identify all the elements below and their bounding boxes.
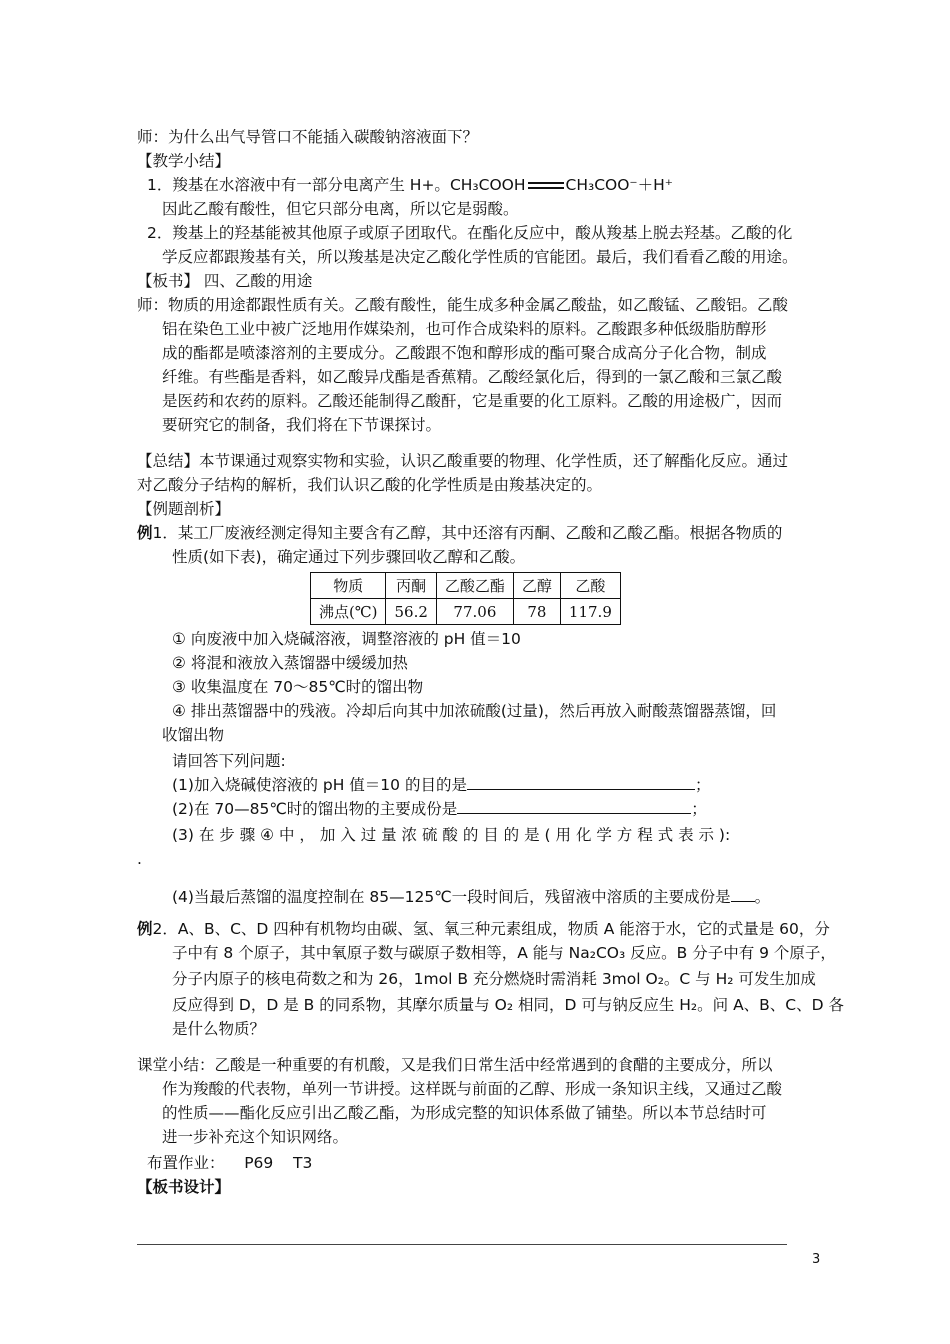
- boiling-point-table: [310, 572, 621, 625]
- example-2: [137, 918, 830, 940]
- table-cell: 乙醇: [513, 573, 560, 599]
- examples-heading: 【例题剖析】: [137, 500, 231, 518]
- table-header-row: [311, 573, 621, 599]
- equilibrium-arrow-icon: [528, 181, 564, 191]
- teacher-uses-3: 成的酯都是喷漆溶剂的主要成分。乙酸跟不饱和醇形成的酯可聚合成高分子化合物，制成: [162, 344, 767, 362]
- summary-point-2: 2．羧基上的羟基能被其他原子或原子团取代。在酯化反应中，酸从羧基上脱去羟基。乙酸的化: [147, 224, 793, 242]
- class-summary-1: 课堂小结：乙酸是一种重要的有机酸，又是我们日常生活中经常遇到的食醋的主要成分，所以: [137, 1056, 773, 1074]
- answer-blank-1[interactable]: [467, 775, 695, 790]
- conclusion-1: 【总结】本节课通过观察实物和实验，认识乙酸重要的物理、化学性质，还了解酯化反应。通过: [137, 452, 789, 470]
- page-number: 3: [812, 1252, 821, 1267]
- teacher-uses-2: 铝在染色工业中被广泛地用作媒染剂，也可作合成染料的原料。乙酸跟多种低级脂肪醇形: [162, 320, 767, 338]
- teacher-uses-4: 纤维。有些酯是香料，如乙酸异戊酯是香蕉精。乙酸经氯化后，得到的一氯乙酸和三氯乙酸: [162, 368, 783, 386]
- table-cell: 沸点(℃): [311, 599, 386, 625]
- questions-intro: 请回答下列问题:: [172, 752, 286, 770]
- step-4: ④ 排出蒸馏器中的残液。冷却后向其中加浓硫酸(过量)，然后再放入耐酸蒸馏器蒸馏，回: [172, 702, 777, 720]
- question-4: [172, 886, 770, 908]
- question-2: [172, 798, 707, 820]
- summary-point-1-cont: 因此乙酸有酸性，但它只部分电离，所以它是弱酸。: [162, 200, 519, 218]
- example-2-line-2: 子中有 8 个原子，其中氧原子数与碳原子数相等，A 能与 Na₂CO₃ 反应。B 分子中有 9 个原子，: [172, 944, 836, 962]
- example-1: [137, 522, 782, 544]
- step-4-cont: 收馏出物: [162, 726, 225, 744]
- point-1-text: 1．羧基在水溶液中有一部分电离产生 H+。: [147, 176, 450, 194]
- question-1-text: (1)加入烧碱使溶液的 pH 值＝10 的目的是: [172, 776, 467, 794]
- conclusion-2: 对乙酸分子结构的解析，我们认识乙酸的化学性质是由羧基决定的。: [137, 476, 603, 494]
- example-1-text: 1．某工厂废液经测定得知主要含有乙醇，其中还溶有丙酮、乙酸和乙酸乙酯。根据各物质的: [152, 524, 783, 542]
- footer-rule: [137, 1244, 787, 1245]
- teacher-uses-5: 是医药和农药的原料。乙酸还能制得乙酸酐，它是重要的化工原料。乙酸的用途极广，因而: [162, 392, 783, 410]
- step-3: ③ 收集温度在 70～85℃时的馏出物: [172, 678, 424, 696]
- summary-point-2-cont: 学反应都跟羧基有关，所以羧基是决定乙酸化学性质的官能团。最后，我们看看乙酸的用途。: [162, 248, 798, 266]
- class-summary-3: 的性质——酯化反应引出乙酸乙酯，为形成完整的知识体系做了铺垫。所以本节总结时可: [162, 1104, 767, 1122]
- table-cell: 物质: [311, 573, 386, 599]
- example-1-cont: 性质(如下表)，确定通过下列步骤回收乙醇和乙酸。: [172, 548, 526, 566]
- question-3-text: (3) 在 步 骤 ④ 中 ， 加 入 过 量 浓 硫 酸 的 目 的 是 ( 用 化 学 方 程 式 表 示 ):: [172, 826, 731, 844]
- teacher-question: 师：为什么出气导管口不能插入碳酸钠溶液面下？: [137, 128, 479, 146]
- table-cell: 丙酮: [386, 573, 436, 599]
- table-cell: 78: [513, 599, 560, 625]
- example-2-line-5: 是什么物质？: [172, 1020, 266, 1038]
- class-summary-4: 进一步补充这个知识网络。: [162, 1128, 349, 1146]
- table-cell: 乙酸: [560, 573, 620, 599]
- eq-left: CH₃COOH: [449, 176, 526, 194]
- teacher-uses-6: 要研究它的制备，我们将在下节课探讨。: [162, 416, 442, 434]
- eq-right: CH₃COO⁻＋H⁺: [565, 176, 673, 194]
- example-2-line-4: 反应得到 D，D 是 B 的同系物，其摩尔质量与 O₂ 相同，D 可与钠反应生 H₂。问 A、B、C、D 各: [172, 996, 844, 1014]
- teacher-uses-1: 师：物质的用途都跟性质有关。乙酸有酸性，能生成多种金属乙酸盐，如乙酸锰、乙酸铝。乙酸: [137, 296, 789, 314]
- question-3-dot: .: [137, 850, 142, 868]
- question-2-end: ；: [691, 800, 707, 818]
- example-2-line-3: 分子内原子的核电荷数之和为 26，1mol B 充分燃烧时需消耗 3mol O₂。C 与 H₂ 可发生加成: [172, 970, 816, 988]
- answer-blank-2[interactable]: [457, 799, 691, 814]
- example-1-label: 例: [137, 524, 153, 542]
- example-2-label: 例: [137, 920, 153, 938]
- question-4-text: (4)当最后蒸馏的温度控制在 85—125℃一段时间后，残留液中溶质的主要成份是: [172, 888, 731, 906]
- answer-blank-4[interactable]: [731, 887, 755, 902]
- table-cell: 117.9: [560, 599, 620, 625]
- table-cell: 77.06: [436, 599, 513, 625]
- board-heading: 【板书】 四、乙酸的用途: [137, 272, 313, 290]
- table-cell: 乙酸乙酯: [436, 573, 513, 599]
- question-4-end: 。: [754, 888, 771, 906]
- step-1: ① 向废液中加入烧碱溶液，调整溶液的 pH 值＝10: [172, 630, 521, 648]
- class-summary-2: 作为羧酸的代表物，单列一节讲授。这样既与前面的乙醇、形成一条知识主线，又通过乙酸: [162, 1080, 783, 1098]
- question-1-end: ；: [694, 776, 711, 794]
- teaching-summary-heading: 【教学小结】: [137, 152, 231, 170]
- question-1: [172, 774, 710, 796]
- step-2: ② 将混和液放入蒸馏器中缓缓加热: [172, 654, 408, 672]
- question-3: [172, 824, 808, 846]
- question-2-text: (2)在 70—85℃时的馏出物的主要成份是: [172, 800, 458, 818]
- board-design-heading: 【板书设计】: [137, 1178, 231, 1196]
- summary-point-1: [147, 174, 673, 196]
- example-2-text: 2．A、B、C、D 四种有机物均由碳、氢、氧三种元素组成，物质 A 能溶于水，它的式量是 60，分: [152, 920, 830, 938]
- table-row: [311, 599, 621, 625]
- table-cell: 56.2: [386, 599, 436, 625]
- homework: 布置作业： P69 T3: [147, 1154, 313, 1172]
